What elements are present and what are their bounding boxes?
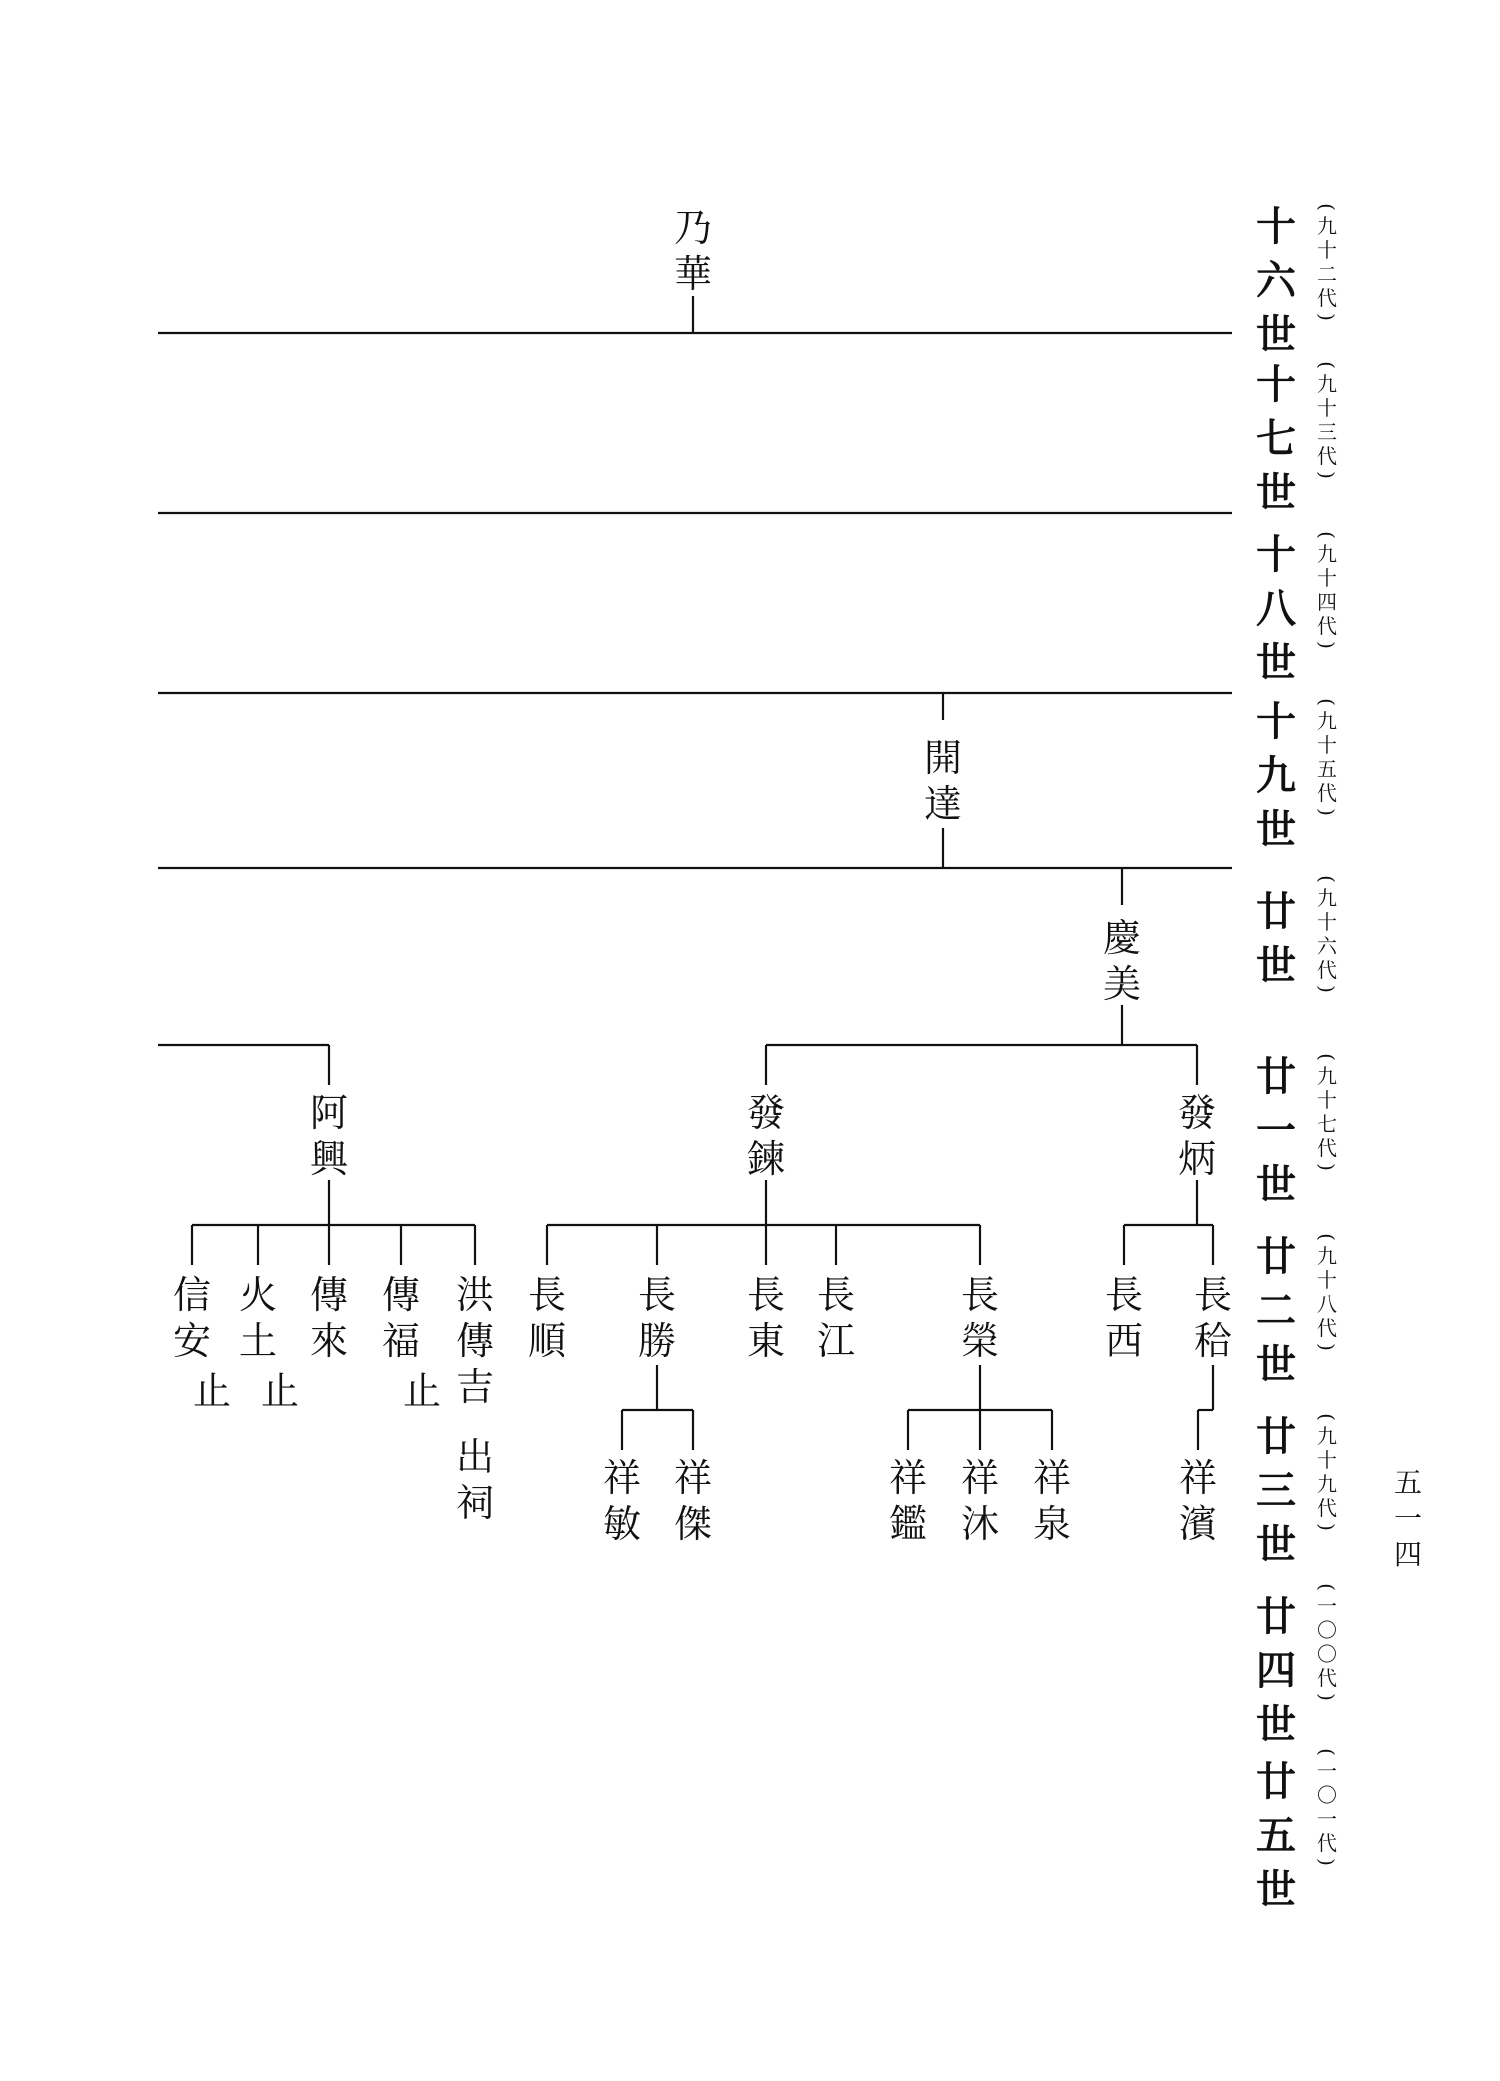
- person-name: 長榮: [960, 1273, 999, 1363]
- generation-label: 十七世: [1256, 361, 1296, 516]
- note-zhi: 止: [192, 1369, 231, 1413]
- generation-dai: ( 一〇〇代 ): [1314, 1580, 1340, 1704]
- generation-label: 廿五世: [1256, 1758, 1296, 1913]
- generation-dai: ( 九十四代 ): [1314, 528, 1340, 652]
- person-name: 祥傑: [673, 1456, 712, 1546]
- person-name: 長秴: [1193, 1273, 1232, 1363]
- person-name: 慶美: [1102, 916, 1141, 1006]
- person-name: 祥敏: [602, 1456, 641, 1546]
- person-name: 發炳: [1177, 1091, 1216, 1181]
- person-name: 長江: [816, 1273, 855, 1363]
- person-name: 長西: [1104, 1273, 1143, 1363]
- person-name: 乃華: [673, 206, 712, 296]
- generation-label: 廿三世: [1256, 1413, 1296, 1568]
- person-name: 祥濱: [1178, 1456, 1217, 1546]
- generation-label: 十九世: [1256, 698, 1296, 853]
- person-name: 發鍊: [746, 1091, 785, 1181]
- generation-dai: ( 九十五代 ): [1314, 695, 1340, 819]
- generation-label: 廿二世: [1256, 1233, 1296, 1388]
- generation-label: 十六世: [1256, 203, 1296, 358]
- person-name: 祥泉: [1032, 1456, 1071, 1546]
- note-chuci: 出祠: [455, 1435, 494, 1525]
- person-name: 阿興: [309, 1091, 348, 1181]
- note-zhi: 止: [402, 1369, 441, 1413]
- person-name: 火土: [238, 1273, 277, 1363]
- page-number: 五一四: [1393, 1466, 1422, 1571]
- generation-dai: ( 九十三代 ): [1314, 358, 1340, 482]
- generation-label: 十八世: [1256, 531, 1296, 686]
- person-name: 傳福: [381, 1273, 420, 1363]
- person-name: 長順: [527, 1273, 566, 1363]
- generation-dai: ( 九十七代 ): [1314, 1050, 1340, 1174]
- generation-label: 廿世: [1256, 888, 1296, 989]
- generation-dai: ( 一〇一代 ): [1314, 1745, 1340, 1869]
- generation-label: 廿四世: [1256, 1593, 1296, 1748]
- generation-dai: ( 九十二代 ): [1314, 200, 1340, 324]
- note-zhi: 止: [260, 1369, 299, 1413]
- generation-dai: ( 九十九代 ): [1314, 1410, 1340, 1534]
- person-name: 信安: [172, 1273, 211, 1363]
- person-name: 長勝: [637, 1273, 676, 1363]
- person-name: 洪傳吉: [455, 1273, 494, 1409]
- person-name: 傳來: [309, 1273, 348, 1363]
- person-name: 祥沐: [960, 1456, 999, 1546]
- person-name: 開達: [923, 736, 962, 826]
- generation-dai: ( 九十六代 ): [1314, 872, 1340, 996]
- person-name: 祥鑑: [888, 1456, 927, 1546]
- generation-dai: ( 九十八代 ): [1314, 1230, 1340, 1354]
- generation-label: 廿一世: [1256, 1053, 1296, 1208]
- person-name: 長東: [746, 1273, 785, 1363]
